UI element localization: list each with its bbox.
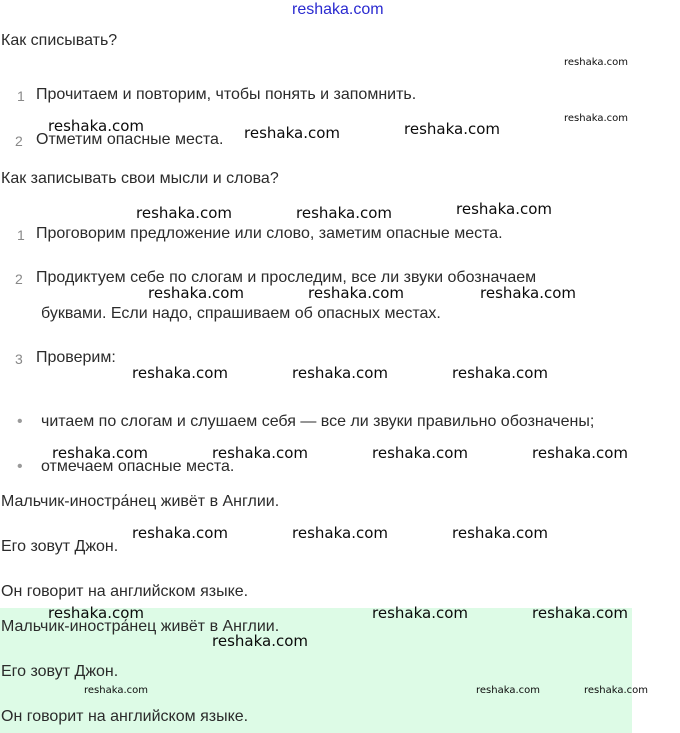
watermark: reshaka.com [480,284,576,302]
watermark: reshaka.com [48,604,144,622]
watermark: reshaka.com [292,364,388,382]
section-heading-copying: Как списывать? [1,32,118,49]
exercise-line: Он говорит на английском языке. [1,583,249,600]
exercise-line: Его зовут Джон. [1,538,119,555]
watermark: reshaka.com [308,284,404,302]
answer-line: Его зовут Джон. [1,663,119,680]
watermark: reshaka.com [132,364,228,382]
step-text: Проговорим предложение или слово, заметим опасные места. [36,225,503,242]
answer-line: Он говорит на английском языке. [1,708,249,725]
watermark: reshaka.com [452,524,548,542]
watermark: reshaka.com [132,524,228,542]
watermark: reshaka.com [136,204,232,222]
bullet-marker: • [17,413,23,430]
site-link[interactable]: reshaka.com [292,1,384,18]
watermark: reshaka.com [148,284,244,302]
step-text: Продиктуем себе по слогам и проследим, все ли звуки обозначаем [36,269,537,286]
watermark: reshaka.com [452,364,548,382]
exercise-line: Мальчик-иностра́нец живёт в Англии. [1,493,280,510]
watermark: reshaka.com [244,124,340,142]
watermark: reshaka.com [84,685,148,696]
step-text: Проверим: [36,349,116,366]
watermark: reshaka.com [48,117,144,135]
step-text: Отметим опасные места. [36,131,224,148]
watermark: reshaka.com [404,120,500,138]
watermark: reshaka.com [456,200,552,218]
step-number: 1 [17,227,25,243]
step-number: 2 [15,133,23,149]
watermark: reshaka.com [212,632,308,650]
step-number: 3 [15,351,23,367]
section-heading-writing: Как записывать свои мысли и слова? [1,170,279,187]
watermark: reshaka.com [212,444,308,462]
watermark: reshaka.com [292,524,388,542]
watermark: reshaka.com [372,604,468,622]
watermark: reshaka.com [372,444,468,462]
bullet-item: отмечаем опасные места. [41,458,235,475]
watermark: reshaka.com [52,444,148,462]
watermark: reshaka.com [296,204,392,222]
bullet-marker: • [17,458,23,475]
step-number: 1 [17,88,25,104]
watermark: reshaka.com [532,604,628,622]
bullet-item: читаем по слогам и слушаем себя — все ли звуки правильно обозначены; [41,413,595,430]
watermark: reshaka.com [532,444,628,462]
step-number: 2 [15,271,23,287]
watermark: reshaka.com [584,685,648,696]
step-text: Прочитаем и повторим, чтобы понять и запомнить. [36,86,417,103]
watermark: reshaka.com [564,57,628,68]
watermark: reshaka.com [564,113,628,124]
answer-line: Мальчик-иностра́нец живёт в Англии. [1,618,280,635]
step-text-continued: буквами. Если надо, спрашиваем об опасных местах. [41,305,441,322]
watermark: reshaka.com [476,685,540,696]
